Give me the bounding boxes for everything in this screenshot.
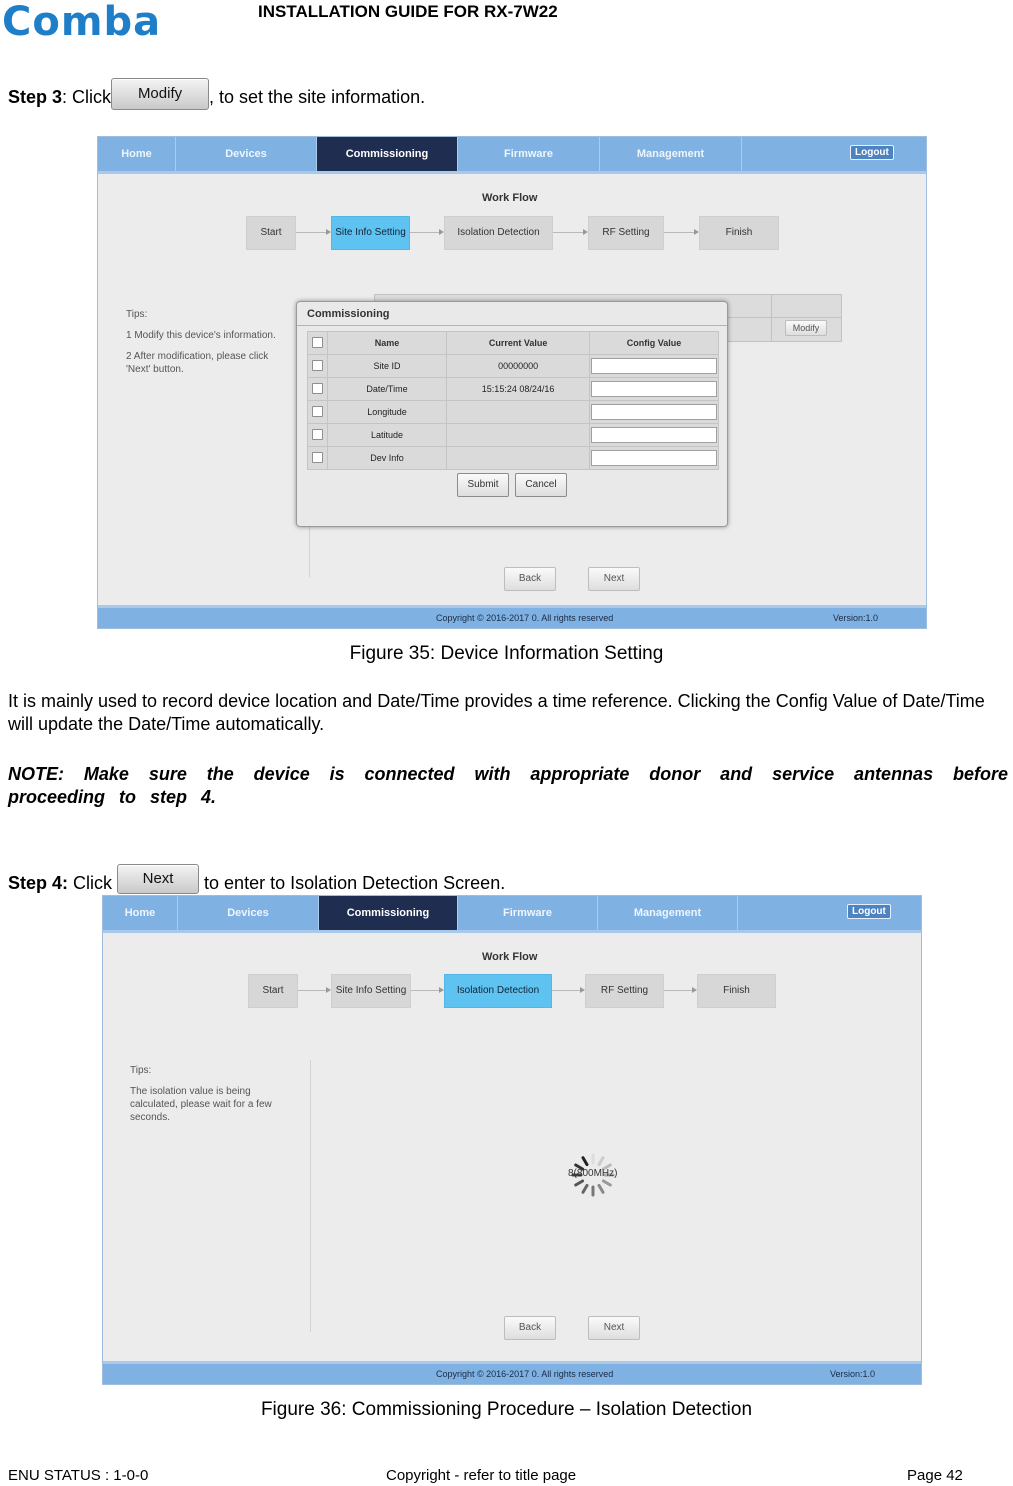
workflow-title: Work Flow <box>482 951 538 963</box>
figure35-screenshot <box>97 136 927 629</box>
loading-text: 8(800MHz) <box>568 1168 618 1179</box>
table-row <box>308 355 719 378</box>
top-navigation <box>103 896 921 933</box>
step-start: Start <box>246 216 296 250</box>
logout-button[interactable]: Logout <box>847 904 891 919</box>
row-checkbox[interactable] <box>308 401 328 424</box>
row-checkbox[interactable] <box>308 424 328 447</box>
step-rf-setting: RF Setting <box>588 216 664 250</box>
back-button[interactable]: Back <box>504 567 556 591</box>
config-input[interactable] <box>591 404 717 420</box>
step4-prefix: Click <box>68 873 113 893</box>
modify-button-image: Modify <box>111 78 209 110</box>
config-table <box>307 331 719 470</box>
step-isolation-detection: Isolation Detection <box>444 216 553 250</box>
config-input[interactable] <box>591 427 717 443</box>
document-title: INSTALLATION GUIDE FOR RX-7W22 <box>258 2 558 21</box>
table-divider <box>771 295 772 341</box>
row-current-value <box>447 447 590 470</box>
submit-button[interactable]: Submit <box>457 473 509 497</box>
figure35-caption: Figure 35: Device Information Setting <box>349 643 664 664</box>
nav-devices[interactable]: Devices <box>178 896 319 930</box>
header-checkbox[interactable] <box>308 332 328 355</box>
tip-line: 1 Modify this device's information. <box>126 330 276 341</box>
nav-firmware[interactable]: Firmware <box>458 137 600 171</box>
arrow-icon <box>664 232 697 233</box>
tips-title: Tips: <box>126 309 148 320</box>
nav-devices[interactable]: Devices <box>176 137 317 171</box>
screen-footer <box>103 1361 921 1384</box>
row-current-value <box>447 401 590 424</box>
back-button[interactable]: Back <box>504 1316 556 1340</box>
arrow-icon <box>410 232 442 233</box>
divider <box>309 527 310 577</box>
nav-home[interactable]: Home <box>98 137 176 171</box>
figure36-caption: Figure 36: Commissioning Procedure – Isolation Detection <box>260 1399 753 1420</box>
workflow-title: Work Flow <box>482 192 538 204</box>
step-start: Start <box>248 974 298 1008</box>
tips-panel <box>126 308 276 376</box>
table-row <box>308 401 719 424</box>
row-name: Site ID <box>327 355 446 378</box>
commissioning-dialog <box>296 301 728 527</box>
nav-commissioning[interactable]: Commissioning <box>317 137 458 171</box>
screen-footer <box>98 605 926 628</box>
step-isolation-detection: Isolation Detection <box>444 974 552 1008</box>
dialog-title-divider <box>297 325 727 326</box>
next-button[interactable]: Next <box>588 1316 640 1340</box>
row-config-value <box>590 424 719 447</box>
footer-status: ENU STATUS : 1-0-0 <box>8 1467 149 1484</box>
screen-copyright: Copyright © 2016-2017 0. All rights reserved <box>436 1369 614 1379</box>
row-config-value <box>590 355 719 378</box>
step-finish: Finish <box>697 974 776 1008</box>
nav-management[interactable]: Management <box>600 137 742 171</box>
next-button-image: Next <box>117 864 199 894</box>
row-checkbox[interactable] <box>308 355 328 378</box>
row-name: Latitude <box>327 424 446 447</box>
footer-page-number: Page 42 <box>907 1467 963 1484</box>
tip-line: The isolation value is being <box>130 1086 251 1097</box>
table-header-row <box>308 332 719 355</box>
row-current-value <box>447 424 590 447</box>
step-rf-setting: RF Setting <box>585 974 664 1008</box>
step-site-info-setting: Site Info Setting <box>331 216 410 250</box>
divider <box>310 1060 311 1332</box>
body-paragraph: It is mainly used to record device location and Date/Time provides a time reference. Clicking the Config Value of Date/Time will update the Date/Time automatically. <box>8 691 985 734</box>
step-site-info-setting: Site Info Setting <box>331 974 411 1008</box>
row-current-value: 15:15:24 08/24/16 <box>447 378 590 401</box>
arrow-icon <box>553 232 586 233</box>
table-row <box>308 424 719 447</box>
nav-commissioning[interactable]: Commissioning <box>319 896 458 930</box>
nav-home[interactable]: Home <box>103 896 178 930</box>
tip-line: calculated, please wait for a few <box>130 1099 272 1110</box>
step-finish: Finish <box>699 216 779 250</box>
step3-suffix: , to set the site information. <box>209 87 426 107</box>
nav-firmware[interactable]: Firmware <box>458 896 598 930</box>
tips-title: Tips: <box>130 1065 152 1076</box>
nav-management[interactable]: Management <box>598 896 738 930</box>
tip-line: 'Next' button. <box>126 364 184 375</box>
screen-version: Version:1.0 <box>830 1369 876 1379</box>
table-row <box>308 378 719 401</box>
modify-button[interactable]: Modify <box>785 320 827 336</box>
config-input[interactable] <box>591 381 717 397</box>
col-config-value: Config Value <box>590 332 719 355</box>
step3-label: Step 3 <box>8 87 63 107</box>
col-current-value: Current Value <box>447 332 590 355</box>
row-config-value <box>590 401 719 424</box>
cancel-button[interactable]: Cancel <box>515 473 567 497</box>
step3-instruction <box>8 86 425 110</box>
arrow-icon <box>296 232 329 233</box>
screen-version: Version:1.0 <box>833 613 879 623</box>
col-name: Name <box>327 332 446 355</box>
row-config-value <box>590 447 719 470</box>
tips-panel <box>130 1064 272 1124</box>
table-row <box>308 447 719 470</box>
note-paragraph: NOTE: Make sure the device is connected with appropriate donor and service antennas before proceeding to step 4. <box>8 764 1008 807</box>
screen-copyright: Copyright © 2016-2017 0. All rights reserved <box>436 613 614 623</box>
logout-button[interactable]: Logout <box>850 145 894 160</box>
top-navigation <box>98 137 926 174</box>
arrow-icon <box>411 990 442 991</box>
dialog-title: Commissioning <box>307 308 390 320</box>
tip-line: seconds. <box>130 1112 171 1123</box>
row-current-value: 00000000 <box>447 355 590 378</box>
tip-line: 2 After modification, please click <box>126 351 269 362</box>
row-config-value <box>590 378 719 401</box>
step4-label: Step 4: <box>8 873 69 893</box>
comba-logo: Comba <box>2 0 162 45</box>
step4-instruction <box>8 872 505 895</box>
config-input[interactable] <box>591 450 717 466</box>
row-checkbox[interactable] <box>308 378 328 401</box>
arrow-icon <box>664 990 695 991</box>
figure36-screenshot <box>102 895 922 1385</box>
arrow-icon <box>552 990 583 991</box>
row-name: Dev Info <box>327 447 446 470</box>
row-name: Date/Time <box>327 378 446 401</box>
row-name: Longitude <box>327 401 446 424</box>
step4-suffix: to enter to Isolation Detection Screen. <box>199 873 506 893</box>
step3-prefix: : Click <box>62 87 112 107</box>
arrow-icon <box>298 990 329 991</box>
config-input[interactable] <box>591 358 717 374</box>
next-button[interactable]: Next <box>588 567 640 591</box>
row-checkbox[interactable] <box>308 447 328 470</box>
footer-copyright: Copyright - refer to title page <box>386 1467 577 1484</box>
